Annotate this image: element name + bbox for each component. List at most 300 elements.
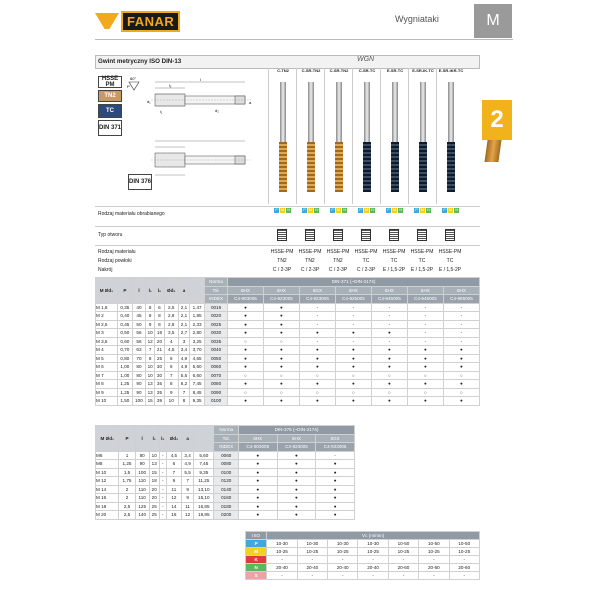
tolerance-cell: 6HX <box>227 286 263 295</box>
tap-icon <box>278 82 288 192</box>
size-cell: 10 <box>146 363 155 372</box>
size-cell: 45 <box>132 312 145 321</box>
size-cell: 20 <box>149 485 159 494</box>
hole-type-icon <box>361 229 371 241</box>
availability-cell: ● <box>277 451 316 460</box>
table-row <box>96 371 480 380</box>
availability-cell: ○ <box>335 388 371 397</box>
table2-header: l <box>135 426 149 452</box>
size-cell: 80 <box>132 371 145 380</box>
size-cell: 3,5 <box>164 329 178 338</box>
angle-label: 60° <box>130 76 137 81</box>
vc-cell: 20-60 <box>449 564 479 572</box>
iso-badge-p: P <box>331 208 334 212</box>
chamfer-value: C / 2-3P <box>272 267 292 273</box>
size-cell: 7 <box>164 371 178 380</box>
size-cell: 2,1 <box>178 320 189 329</box>
availability-cell: ● <box>335 363 371 372</box>
tap-body <box>335 142 343 192</box>
size-cell: 11 <box>166 485 181 494</box>
divider-material <box>95 206 480 207</box>
norm-label: Norma <box>205 278 228 287</box>
vc-cell: - <box>449 556 479 564</box>
availability-cell: ● <box>299 329 335 338</box>
tool-code: E-SR-TC <box>386 68 404 73</box>
availability-cell: ○ <box>335 371 371 380</box>
size-cell: 3,4 <box>182 451 194 460</box>
size-cell: 6 <box>164 363 178 372</box>
availability-cell: ○ <box>443 388 479 397</box>
iso-row <box>246 564 480 572</box>
tap-shank <box>336 82 342 142</box>
table-row <box>96 320 480 329</box>
size-cell: 8 <box>178 397 189 406</box>
l2-label: l₂ <box>169 83 172 88</box>
availability-cell: - <box>299 337 335 346</box>
size-cell: 2,5 <box>164 303 178 312</box>
availability-cell: ○ <box>263 371 299 380</box>
vc-cell: 10-30 <box>328 540 358 548</box>
size-cell: 10 <box>164 397 178 406</box>
chamfer-value: C / 2-3P <box>300 267 320 273</box>
tolerance-cell: 6HX <box>371 286 407 295</box>
availability-cell: ● <box>227 397 263 406</box>
size-cell: - <box>159 511 166 520</box>
availability-cell: ● <box>371 329 407 338</box>
size-cell: 110 <box>135 477 149 486</box>
size-cell: 1,00 <box>117 371 132 380</box>
availability-cell: ● <box>263 354 299 363</box>
iso-row <box>246 572 480 580</box>
code-cell: 0200 <box>214 511 239 520</box>
availability-cell: ● <box>277 511 316 520</box>
vc-cell: 10-25 <box>358 548 388 556</box>
code-cell: 0180 <box>214 502 239 511</box>
size-cell: 8 <box>155 312 164 321</box>
table-row <box>96 477 355 486</box>
size-cell: - <box>159 460 166 469</box>
code-cell: 0080 <box>205 380 228 389</box>
size-cell: 7 <box>182 477 194 486</box>
availability-cell: ● <box>299 397 335 406</box>
iso-material-badges <box>386 208 403 213</box>
code-cell: 0070 <box>205 371 228 380</box>
availability-cell: ● <box>371 354 407 363</box>
section-letter: M <box>474 4 512 38</box>
size-cell: 1,25 <box>117 388 132 397</box>
availability-cell: ● <box>238 494 277 503</box>
coating-value: TN2 <box>277 258 287 264</box>
availability-cell: ● <box>238 511 277 520</box>
index-cell: C4-923006 <box>316 443 355 452</box>
iso-material-key: N <box>246 564 267 572</box>
availability-cell: - <box>407 320 443 329</box>
iso-badge-m: M <box>337 208 340 212</box>
size-cell: 15,10 <box>194 494 214 503</box>
coating-row-label: Rodzaj powłoki <box>98 258 132 264</box>
size-cell: M 18 <box>96 502 119 511</box>
size-cell: 25 <box>155 354 164 363</box>
d1-label: d₁ <box>147 99 151 104</box>
iso-badge-m: M <box>309 208 312 212</box>
iso-badge-p: P <box>415 208 418 212</box>
vc-cell: 10-25 <box>328 548 358 556</box>
size-cell: 12 <box>146 337 155 346</box>
norm-value: DIN-376 (~DIN-2174) <box>238 426 354 435</box>
availability-cell: - <box>371 303 407 312</box>
availability-cell: ● <box>407 346 443 355</box>
availability-cell: ● <box>238 485 277 494</box>
availability-cell: - <box>335 320 371 329</box>
availability-cell: ● <box>407 397 443 406</box>
availability-cell: ○ <box>371 388 407 397</box>
availability-cell: ● <box>277 468 316 477</box>
section-title: Gwint metryczny ISO DIN-13 <box>98 58 182 65</box>
vc-cell: - <box>328 556 358 564</box>
code-cell: 0050 <box>205 354 228 363</box>
availability-cell: ● <box>238 468 277 477</box>
chamfer-value: C / 2-3P <box>328 267 348 273</box>
size-cell: M 3 <box>96 329 118 338</box>
code-cell: 0030 <box>205 329 228 338</box>
availability-cell: - <box>335 303 371 312</box>
vc-cell: - <box>388 572 418 580</box>
size-cell: 4,9 <box>178 363 189 372</box>
size-cell: M 14 <box>96 485 119 494</box>
size-cell: 25 <box>149 502 159 511</box>
availability-cell: ● <box>277 485 316 494</box>
availability-cell: - <box>299 320 335 329</box>
availability-cell: - <box>371 320 407 329</box>
iso-badge-p: P <box>359 208 362 212</box>
availability-cell: ● <box>227 329 263 338</box>
availability-cell: ○ <box>263 388 299 397</box>
vc-cell: 10-30 <box>297 540 327 548</box>
table-row <box>96 485 355 494</box>
size-cell: 7,45 <box>190 380 205 389</box>
size-cell: 9,35 <box>194 468 214 477</box>
size-cell: 1,47 <box>190 303 205 312</box>
vc-cell: - <box>267 572 297 580</box>
availability-cell: ● <box>371 346 407 355</box>
iso-material-key: M <box>246 548 267 556</box>
index-cell: C4-923006 <box>299 295 335 304</box>
vc-cell: 10-30 <box>267 540 297 548</box>
hole-type-icon <box>277 229 287 241</box>
size-cell: 80 <box>132 363 145 372</box>
size-cell: M 1,6 <box>96 303 118 312</box>
size-cell: 4,5 <box>164 346 178 355</box>
table2-header: a <box>182 426 194 452</box>
code-cell: 0160 <box>214 494 239 503</box>
size-cell: 2,1 <box>178 312 189 321</box>
table-row <box>96 388 480 397</box>
iso-badge-n: N <box>371 208 374 212</box>
size-cell: - <box>159 502 166 511</box>
availability-cell: - <box>316 451 355 460</box>
availability-cell: ● <box>335 329 371 338</box>
size-cell: 40 <box>132 303 145 312</box>
fanar-logo <box>95 10 195 32</box>
availability-cell: ● <box>335 397 371 406</box>
size-cell: - <box>159 468 166 477</box>
size-cell: 4,9 <box>178 354 189 363</box>
size-cell: M 16 <box>96 494 119 503</box>
size-cell: 30 <box>155 371 164 380</box>
iso-badge-p: P <box>275 208 278 212</box>
mat-tc <box>98 104 122 118</box>
tap-icon <box>334 82 344 192</box>
index-cell: C4-923005 <box>263 295 299 304</box>
size-cell: 8 <box>155 320 164 329</box>
size-cell: M 5 <box>96 354 118 363</box>
tool-column <box>296 68 324 204</box>
tool-column <box>380 68 408 204</box>
mat-din371 <box>98 120 122 136</box>
availability-cell: ● <box>443 346 479 355</box>
code-cell: 0100 <box>214 468 239 477</box>
table1-header: a <box>178 278 189 304</box>
table1-header: M Ød₁ <box>96 278 118 304</box>
availability-cell: - <box>443 329 479 338</box>
availability-cell: ● <box>371 397 407 406</box>
availability-cell: ● <box>299 346 335 355</box>
l1-label: l₁ <box>160 109 163 114</box>
vc-cell: 10-50 <box>388 540 418 548</box>
size-cell: 30 <box>155 363 164 372</box>
size-cell: 1,50 <box>117 397 132 406</box>
tool-material-value: HSSE-PM <box>354 249 378 255</box>
availability-cell: ○ <box>371 371 407 380</box>
size-cell: 3,4 <box>178 346 189 355</box>
iso-material-key: S <box>246 572 267 580</box>
availability-cell: - <box>407 312 443 321</box>
vc-cell: - <box>388 556 418 564</box>
table1-header: Ød₂ <box>164 278 178 304</box>
availability-cell: ○ <box>299 388 335 397</box>
size-cell: M 10 <box>96 468 119 477</box>
table-row <box>96 380 480 389</box>
code-cell: 0080 <box>214 460 239 469</box>
size-cell: 125 <box>135 502 149 511</box>
code-cell: 0100 <box>205 397 228 406</box>
size-cell: 0,35 <box>117 303 132 312</box>
vc-cell: - <box>297 556 327 564</box>
availability-cell: ● <box>263 363 299 372</box>
size-cell: 4,65 <box>190 354 205 363</box>
size-cell: 10 <box>146 371 155 380</box>
iso-badge-n: N <box>427 208 430 212</box>
iso-badge-p: P <box>443 208 446 212</box>
availability-cell: - <box>407 337 443 346</box>
size-cell: 90 <box>132 388 145 397</box>
size-cell: 7 <box>166 468 181 477</box>
size-cell: 140 <box>135 511 149 520</box>
size-cell: M 2,5 <box>96 320 118 329</box>
table2-header: Ød₂ <box>166 426 181 452</box>
size-cell: 90 <box>132 380 145 389</box>
tool-column <box>436 68 464 204</box>
mat-din376-label: DIN 376 <box>129 179 152 185</box>
tool-code: C-SR-TN2 <box>301 68 321 73</box>
size-cell: M 6 <box>96 363 118 372</box>
iso-material-badges <box>414 208 431 213</box>
availability-cell: ● <box>263 397 299 406</box>
size-cell: 2 <box>119 494 135 503</box>
size-cell: 5,5 <box>178 371 189 380</box>
table2-header <box>194 426 214 452</box>
availability-cell: ● <box>263 346 299 355</box>
tap-shank <box>280 82 286 142</box>
iso-badge-m: M <box>393 208 396 212</box>
availability-cell: ● <box>316 511 355 520</box>
size-cell: 6,2 <box>178 380 189 389</box>
iso-material-key: K <box>246 556 267 564</box>
tolerance-cell: 6GX <box>299 286 335 295</box>
tap-body <box>419 142 427 192</box>
size-cell: 1,75 <box>119 477 135 486</box>
code-cell: 0035 <box>205 337 228 346</box>
size-cell: 11,25 <box>194 477 214 486</box>
tol-label: Tol. <box>205 286 228 295</box>
availability-cell: ● <box>238 451 277 460</box>
vc-cell: 20-60 <box>388 564 418 572</box>
tap-shank <box>448 82 454 142</box>
size-cell: 13 <box>149 460 159 469</box>
vc-cell: 10-25 <box>419 548 449 556</box>
tol-label: Tol. <box>214 434 239 443</box>
size-cell: 6 <box>166 460 181 469</box>
side-tap-icon <box>484 140 501 162</box>
availability-cell: ○ <box>227 371 263 380</box>
iso-badge-n: N <box>315 208 318 212</box>
table2-header: l₁ <box>149 426 159 452</box>
vc-cell: 10-25 <box>449 548 479 556</box>
iso-badge-n: N <box>455 208 458 212</box>
mat-tn2-label: TN2 <box>104 93 116 99</box>
size-cell: 7,45 <box>194 460 214 469</box>
availability-cell: ● <box>316 468 355 477</box>
tap-body <box>363 142 371 192</box>
code-cell: 0060 <box>214 451 239 460</box>
iso-badge-n: N <box>343 208 346 212</box>
code-cell: 0090 <box>205 388 228 397</box>
size-cell: 35 <box>155 388 164 397</box>
size-cell: 7 <box>146 346 155 355</box>
table1-header: P <box>117 278 132 304</box>
iso-row <box>246 540 480 548</box>
hole-type-icon <box>389 229 399 241</box>
tool-code: E-SR-IKR-TC <box>438 68 464 73</box>
size-cell: 9 <box>182 494 194 503</box>
availability-cell: ● <box>407 363 443 372</box>
size-cell: 35 <box>155 380 164 389</box>
availability-cell: ● <box>227 354 263 363</box>
d2-label: d₂ <box>215 108 219 113</box>
iso-material-badges <box>302 208 319 213</box>
size-cell: 20 <box>155 337 164 346</box>
toolmat-row-label: Rodzaj materiału <box>98 249 136 255</box>
availability-cell: - <box>443 337 479 346</box>
size-cell: 13,10 <box>194 485 214 494</box>
size-cell: 110 <box>135 485 149 494</box>
tap-icon <box>390 82 400 192</box>
tool-material-value: HSSE-PM <box>382 249 406 255</box>
material-row-label: Rodzaj materiału obrabianego <box>98 211 165 217</box>
size-cell: M 4 <box>96 346 118 355</box>
availability-cell: ● <box>443 380 479 389</box>
size-cell: M6 <box>96 451 119 460</box>
size-cell: 8,45 <box>190 388 205 397</box>
size-cell: 8 <box>164 380 178 389</box>
tool-column <box>268 68 296 204</box>
availability-cell: ● <box>263 329 299 338</box>
section-number: 2 <box>482 100 512 140</box>
tolerance-cell: 6HX <box>407 286 443 295</box>
hole-type-icon <box>445 229 455 241</box>
size-cell: - <box>159 477 166 486</box>
size-cell: 0,50 <box>117 329 132 338</box>
vc-cell: 10-30 <box>358 540 388 548</box>
table-row <box>96 346 480 355</box>
size-cell: 21 <box>155 346 164 355</box>
vc-cell: 20-40 <box>267 564 297 572</box>
availability-cell: ● <box>277 494 316 503</box>
size-cell: 1,00 <box>117 363 132 372</box>
availability-cell: - <box>335 312 371 321</box>
coating-value: TC <box>418 258 426 264</box>
divider-hole <box>95 226 480 227</box>
iso-material-key: P <box>246 540 267 548</box>
table-row <box>96 354 480 363</box>
size-cell: 0,40 <box>117 312 132 321</box>
iso-badge-n: N <box>287 208 290 212</box>
din376-drawing <box>125 135 265 197</box>
tool-code: E-SR-IK-TC <box>412 68 434 73</box>
size-cell: 56 <box>132 337 145 346</box>
availability-cell: ● <box>277 477 316 486</box>
tolerance-cell: 6HX <box>277 434 316 443</box>
size-cell: 13 <box>146 380 155 389</box>
tap-shank <box>392 82 398 142</box>
vc-cell: - <box>358 572 388 580</box>
code-cell: 0040 <box>205 346 228 355</box>
size-cell: 1,25 <box>119 460 135 469</box>
iso-badge-p: P <box>303 208 306 212</box>
availability-cell: ● <box>263 312 299 321</box>
availability-cell: ● <box>316 485 355 494</box>
iso-badge-n: N <box>399 208 402 212</box>
tolerance-cell: 6GX <box>316 434 355 443</box>
size-cell: 6,60 <box>190 371 205 380</box>
mat-tn2 <box>98 90 122 102</box>
size-cell: 9 <box>146 320 155 329</box>
tap-body <box>279 142 287 192</box>
availability-cell: ● <box>227 312 263 321</box>
availability-cell: ● <box>443 363 479 372</box>
iso-material-badges <box>358 208 375 213</box>
size-cell: 4 <box>164 337 178 346</box>
size-cell: 1,5 <box>119 468 135 477</box>
availability-cell: ● <box>227 320 263 329</box>
hole-row-label: Typ otworu <box>98 232 123 238</box>
tool-column <box>352 68 380 204</box>
size-cell: 2 <box>119 485 135 494</box>
tool-material-value: HSSE-PM <box>270 249 294 255</box>
availability-cell: ○ <box>227 337 263 346</box>
size-cell: M 10 <box>96 397 118 406</box>
hole-type-icon <box>333 229 343 241</box>
